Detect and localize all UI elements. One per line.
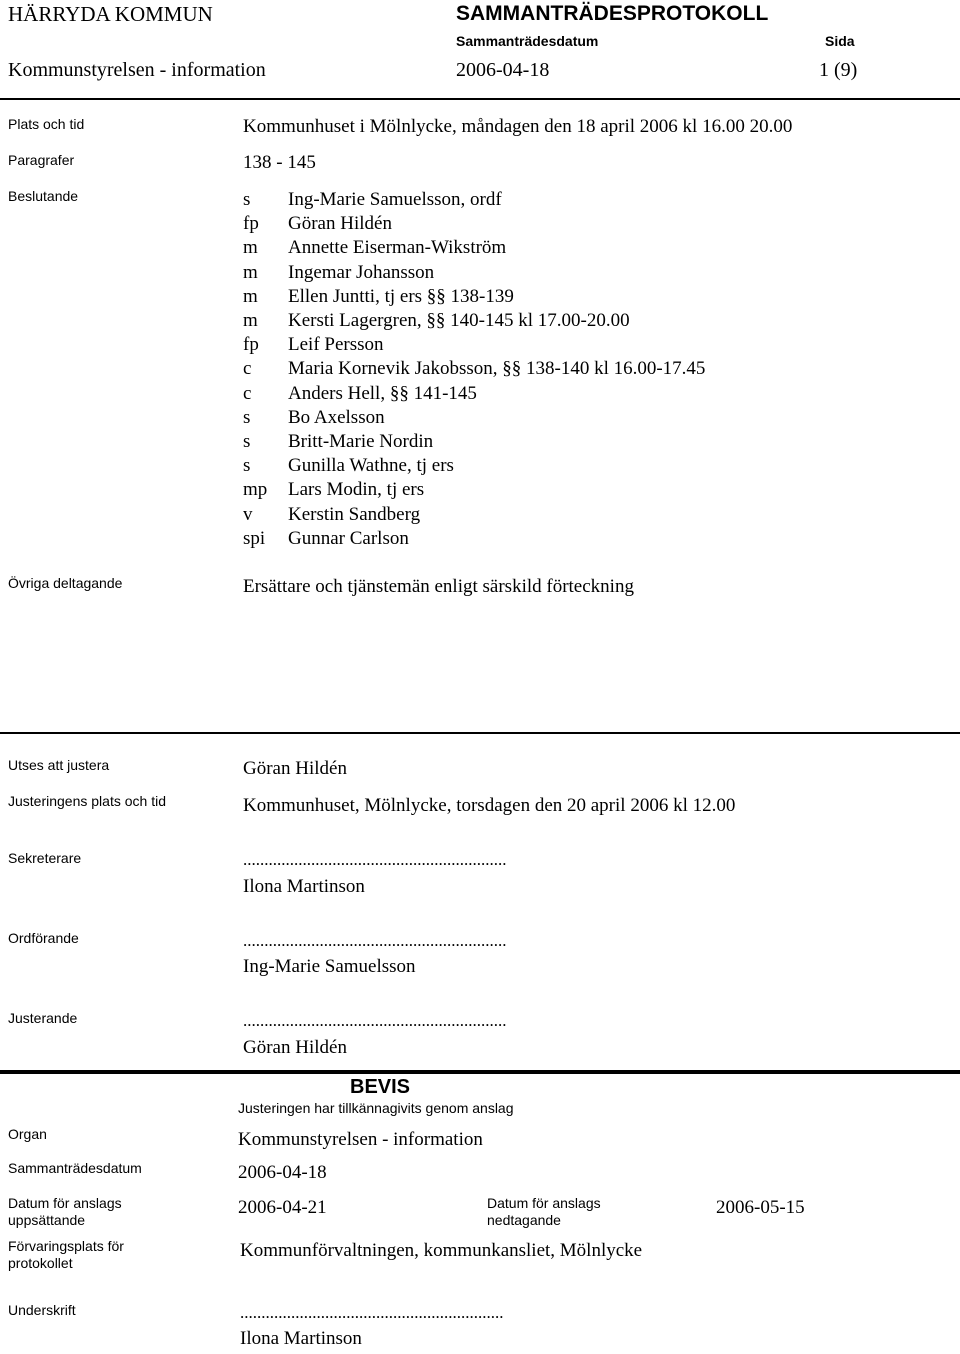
removed-label-line1: Datum för anslags [487,1195,601,1211]
secretary-signature-line: .............................................................. [243,850,507,869]
member-party: s [243,189,251,210]
others-value: Ersättare och tjänstemän enligt särskild förteckning [243,576,634,597]
deciding-label: Beslutande [8,188,79,204]
organ-label: Organ [8,1126,47,1142]
chair-signature-line: .............................................................. [243,931,507,950]
bevis-title: BEVIS [350,1076,411,1098]
adjuster-signature-line: .............................................................. [243,1011,507,1030]
removed-label-line2: nedtagande [487,1212,561,1228]
member-party: spi [243,528,266,549]
secretary-name: Ilona Martinson [243,876,365,897]
sections-value: 138 - 145 [243,152,316,173]
member-name: Ingemar Johansson [288,262,435,283]
member-party: m [243,286,258,307]
chair-label: Ordförande [8,930,79,946]
member-name: Maria Kornevik Jakobsson, §§ 138-140 kl 16.00-17.45 [288,358,706,379]
place-label: Plats och tid [8,116,85,132]
organ-value: Kommunstyrelsen - information [238,1129,483,1150]
member-name: Anders Hell, §§ 141-145 [288,383,477,404]
member-name: Bo Axelsson [288,407,385,428]
sections-label: Paragrafer [8,152,75,168]
date-label: Sammanträdesdatum [456,33,599,49]
bevis-date-label: Sammanträdesdatum [8,1160,142,1176]
posted-label [8,1195,122,1229]
chair-name: Ing-Marie Samuelsson [243,956,416,977]
member-party: c [243,358,252,379]
adjust-place-label: Justeringens plats och tid [8,793,166,809]
storage-value: Kommunförvaltningen, kommunkansliet, Mölnlycke [240,1240,643,1261]
signature-label: Underskrift [8,1302,76,1318]
appointed-label: Utses att justera [8,757,110,773]
signature-line: .............................................................. [240,1303,504,1322]
member-name: Leif Persson [288,334,384,355]
member-name: Gunnar Carlson [288,528,409,549]
page-label: Sida [825,33,855,49]
municipality-name: HÄRRYDA KOMMUN [8,2,213,26]
member-name: Lars Modin, tj ers [288,479,425,500]
member-party: fp [243,334,259,355]
storage-label-line1: Förvaringsplats för [8,1238,124,1254]
page-number: 1 (9) [819,59,858,81]
bevis-subtitle: Justeringen har tillkännagivits genom anslag [238,1100,514,1116]
appointed-value: Göran Hildén [243,758,347,779]
member-party: s [243,431,251,452]
member-party: m [243,262,258,283]
member-name: Kersti Lagergren, §§ 140-145 kl 17.00-20.00 [288,310,630,331]
adjust-place-value: Kommunhuset, Mölnlycke, torsdagen den 20 april 2006 kl 12.00 [243,795,736,816]
member-name: Ing-Marie Samuelsson, ordf [288,189,502,210]
member-party: s [243,407,251,428]
secretary-label: Sekreterare [8,850,82,866]
document-type: SAMMANTRÄDESPROTOKOLL [456,2,769,25]
member-name: Göran Hildén [288,213,392,234]
member-party: mp [243,479,268,500]
member-name: Britt-Marie Nordin [288,431,434,452]
removed-value: 2006-05-15 [716,1197,805,1218]
bevis-divider [0,1070,960,1074]
others-label: Övriga deltagande [8,575,123,591]
member-name: Ellen Juntti, tj ers §§ 138-139 [288,286,514,307]
meeting-divider [0,732,960,734]
member-party: m [243,237,258,258]
header-divider [0,98,960,100]
posted-label-line1: Datum för anslags [8,1195,122,1211]
body-name: Kommunstyrelsen - information [8,59,266,81]
member-party: v [243,504,253,525]
storage-label-line2: protokollet [8,1255,73,1271]
signature-name: Ilona Martinson [240,1328,362,1349]
storage-label [8,1238,124,1272]
adjuster-name: Göran Hildén [243,1037,347,1058]
member-name: Gunilla Wathne, tj ers [288,455,454,476]
member-party: m [243,310,258,331]
member-party: c [243,383,252,404]
posted-value: 2006-04-21 [238,1197,327,1218]
bevis-date-value: 2006-04-18 [238,1162,327,1183]
member-name: Kerstin Sandberg [288,504,421,525]
adjuster-label: Justerande [8,1010,78,1026]
member-party: s [243,455,251,476]
meeting-date: 2006-04-18 [456,59,550,81]
member-party: fp [243,213,259,234]
removed-label [487,1195,601,1229]
posted-label-line2: uppsättande [8,1212,86,1228]
place-value: Kommunhuset i Mölnlycke, måndagen den 18 april 2006 kl 16.00 20.00 [243,116,793,137]
member-name: Annette Eiserman-Wikström [288,237,507,258]
